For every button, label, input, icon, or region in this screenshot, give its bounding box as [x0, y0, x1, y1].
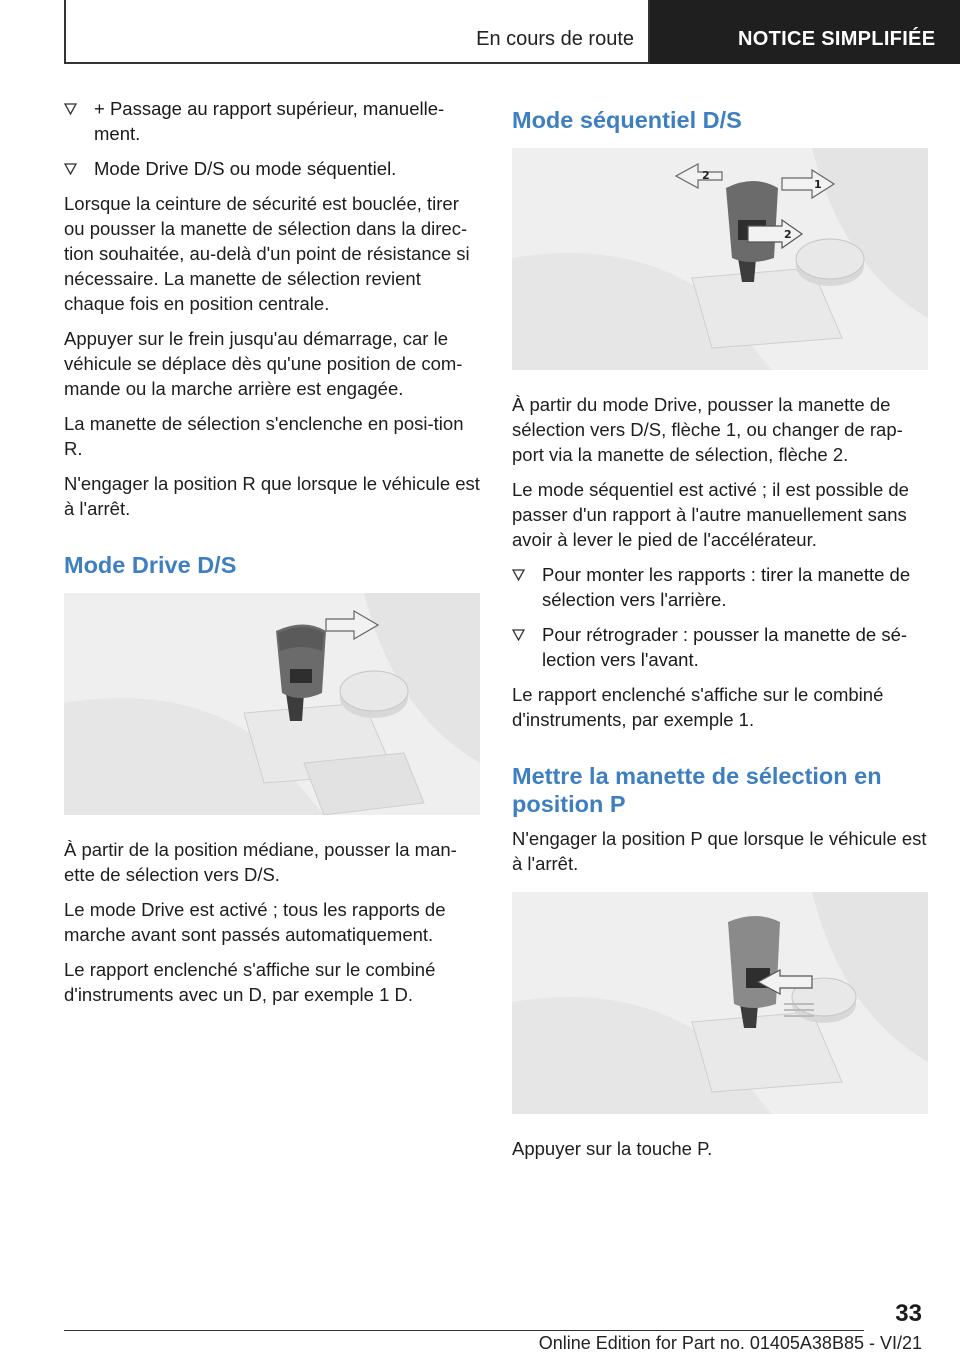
bullet-item [512, 562, 928, 612]
chapter-title: En cours de route [476, 28, 634, 50]
paragraph: La manette de sélection s'enclenche en posi-tion R. [64, 413, 464, 459]
triangle-bullet-icon [512, 629, 525, 641]
section-heading-sequential: Mode séquentiel D/S [512, 107, 742, 133]
bullet-item [64, 96, 480, 146]
triangle-bullet-icon [512, 569, 525, 581]
section-band: NOTICE SIMPLIFIÉE [650, 0, 960, 64]
paragraph: À partir du mode Drive, pousser la manette de sélection vers D/S, flèche 1, ou changer de rap-port via la manette de sélection, flèche 2. [512, 394, 903, 465]
left-column [64, 96, 480, 1017]
paragraph: Appuyer sur la touche P. [512, 1138, 713, 1159]
arrow-label-2-top: 2 [702, 169, 710, 182]
paragraph: Le rapport enclenché s'affiche sur le combiné d'instruments avec un D, par exemple 1 D. [64, 959, 436, 1005]
right-column [512, 96, 928, 1171]
triangle-bullet-icon [64, 163, 77, 175]
arrow-label-2-bottom: 2 [784, 228, 792, 241]
bullet-text: + Passage au rapport supérieur, manuelle-ment. [94, 98, 445, 144]
page-number: 33 [895, 1300, 922, 1327]
section-heading-park: Mettre la manette de sélection en position P [512, 763, 882, 817]
footer-edition: Online Edition for Part no. 01405A38B85 - VI/21 [538, 1333, 922, 1353]
header-frame [64, 0, 650, 64]
paragraph: N'engager la position P que lorsque le véhicule est à l'arrêt. [512, 828, 927, 874]
paragraph: À partir de la position médiane, pousser la man-ette de sélection vers D/S. [64, 839, 457, 885]
bullet-text: Pour rétrograder : pousser la manette de sé-lection vers l'avant. [542, 624, 908, 670]
paragraph: Le rapport enclenché s'affiche sur le combiné d'instruments, par exemple 1. [512, 684, 884, 730]
park-button-illustration [512, 892, 928, 1114]
bullet-text: Mode Drive D/S ou mode séquentiel. [94, 158, 397, 179]
section-heading-drive: Mode Drive D/S [64, 552, 237, 578]
bullet-text: Pour monter les rapports : tirer la manette de sélection vers l'arrière. [542, 564, 911, 610]
paragraph: N'engager la position R que lorsque le véhicule est à l'arrêt. [64, 473, 480, 519]
drive-mode-illustration [64, 593, 480, 815]
footer-rule [64, 1330, 864, 1331]
bullet-item [512, 622, 928, 672]
paragraph: Le mode séquentiel est activé ; il est possible de passer d'un rapport à l'autre manuellement sans avoir à lever le pied de l'accélérateur. [512, 479, 909, 550]
bullet-item [64, 156, 480, 181]
paragraph: Appuyer sur le frein jusqu'au démarrage, car le véhicule se déplace dès qu'une position de com-mande ou la marche arrière est engagée. [64, 328, 463, 399]
sequential-mode-illustration [512, 148, 928, 370]
paragraph: Lorsque la ceinture de sécurité est bouclée, tirer ou pousser la manette de sélection dans la direc-tion souhaitée, au-delà d'un point de résistance si nécessaire. La manette de sélection revient chaque fois en position centrale. [64, 193, 470, 314]
triangle-bullet-icon [64, 103, 77, 115]
arrow-label-1: 1 [814, 178, 822, 191]
paragraph: Le mode Drive est activé ; tous les rapports de marche avant sont passés automatiquement. [64, 899, 446, 945]
